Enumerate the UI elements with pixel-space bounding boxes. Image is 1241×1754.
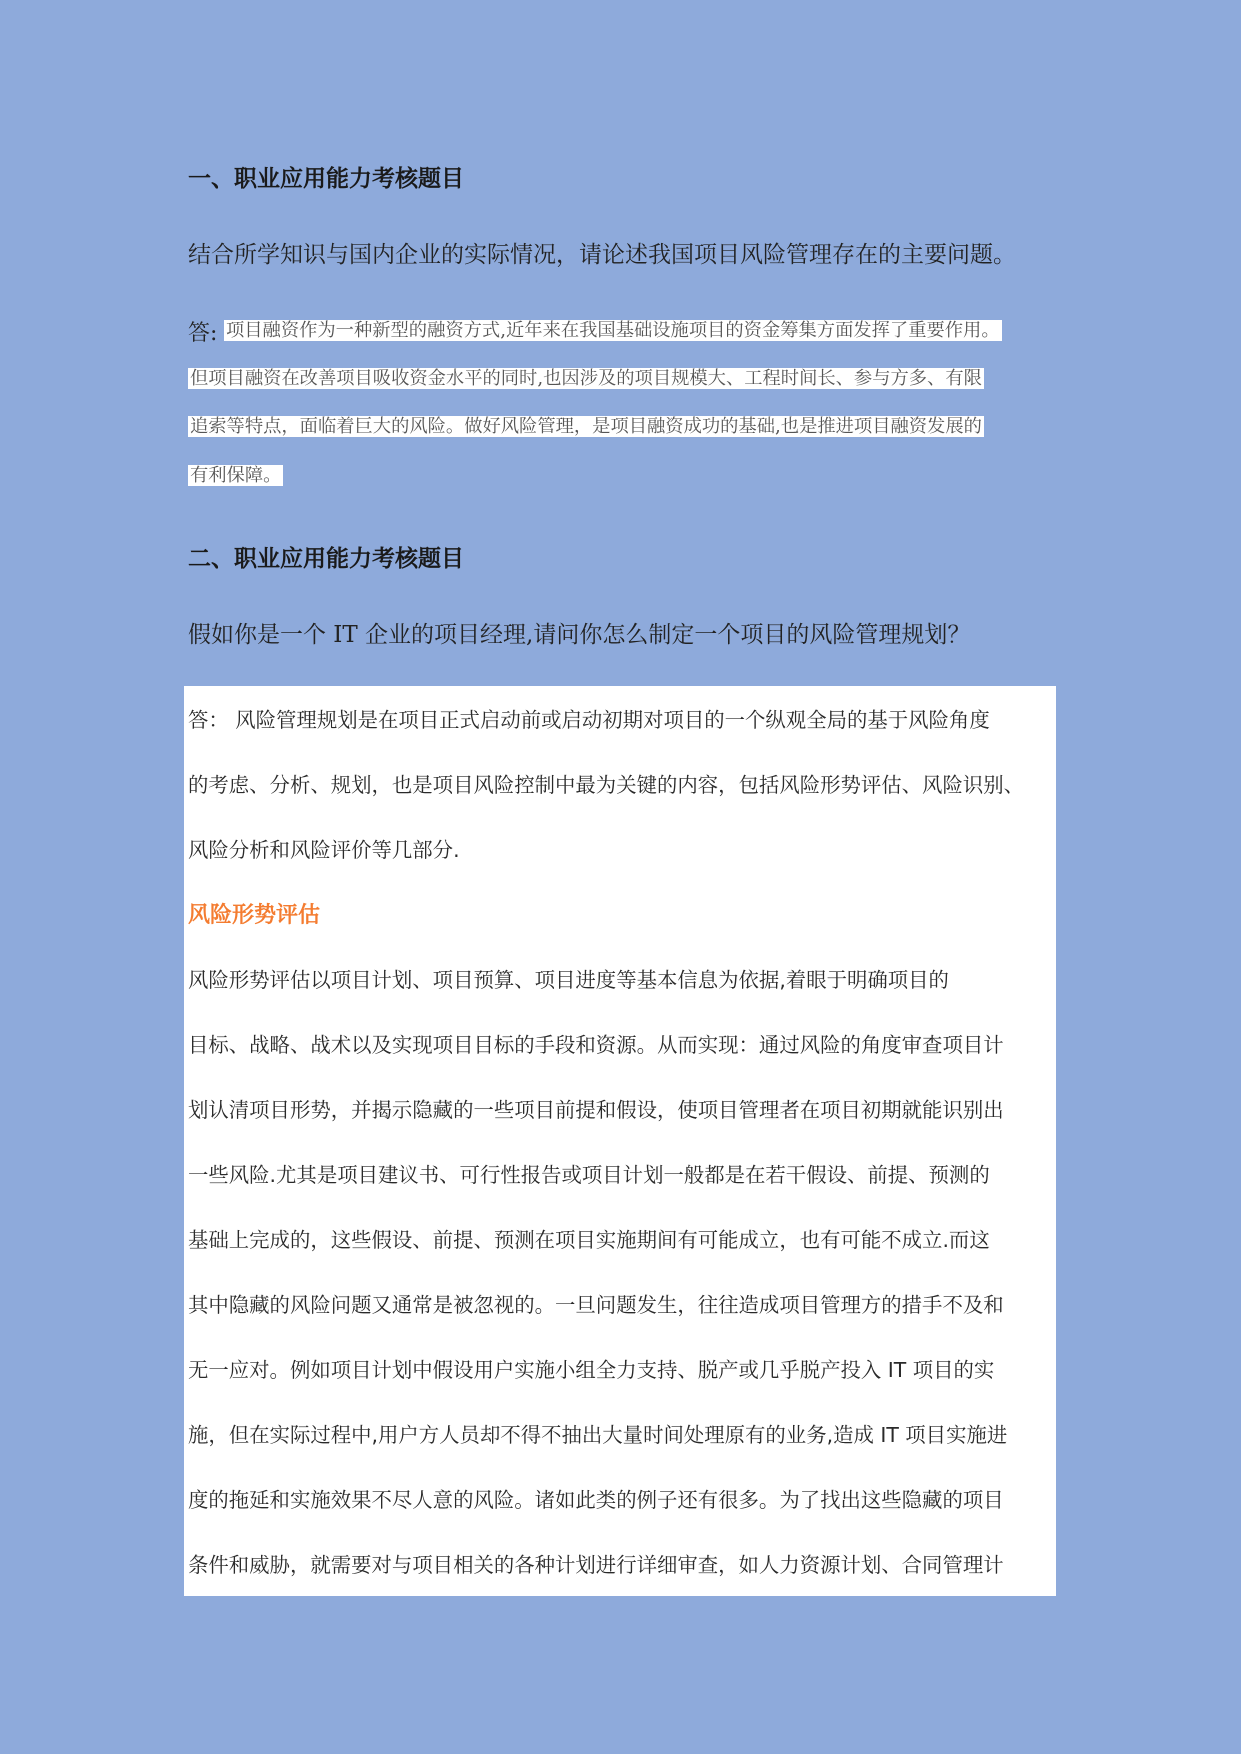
risk-assessment-subheading: 风险形势评估	[188, 903, 321, 928]
body-line: 风险形势评估以项目计划、项目预算、项目进度等基本信息为依据,着眼于明确项目的	[188, 968, 949, 992]
body-line: 划认清项目形势，并揭示隐藏的一些项目前提和假设，使项目管理者在项目初期就能识别出	[188, 1098, 1004, 1122]
body-line: 无一应对。例如项目计划中假设用户实施小组全力支持、脱产或几乎脱产投入 IT 项目的实	[188, 1358, 995, 1382]
body-line: 条件和威胁，就需要对与项目相关的各种计划进行详细审查，如人力资源计划、合同管理计	[188, 1553, 1004, 1577]
section1-answer-line: 但项目融资在改善项目吸收资金水平的同时,也因涉及的项目规模大、工程时间长、参与方多、有限	[190, 368, 982, 389]
section1-heading: 一、职业应用能力考核题目	[188, 166, 464, 192]
answer-intro-line: 的考虑、分析、规划，也是项目风险控制中最为关键的内容，包括风险形势评估、风险识别、	[188, 773, 1025, 797]
section1-answer-line: 追索等特点，面临着巨大的风险。做好风险管理，是项目融资成功的基础,也是推进项目融资发展的	[190, 416, 982, 437]
body-line: 度的拖延和实施效果不尽人意的风险。诸如此类的例子还有很多。为了找出这些隐藏的项目	[188, 1488, 1004, 1512]
section1-answer-label: 答:	[188, 321, 218, 346]
section1-answer-line: 有利保障。	[190, 465, 282, 486]
section1-question: 结合所学知识与国内企业的实际情况，请论述我国项目风险管理存在的主要问题。	[188, 242, 1016, 268]
answer-intro-line: 答： 风险管理规划是在项目正式启动前或启动初期对项目的一个纵观全局的基于风险角度	[188, 708, 990, 732]
section1-answer-line: 项目融资作为一种新型的融资方式,近年来在我国基础设施项目的资金筹集方面发挥了重要作用。	[226, 320, 1000, 341]
body-line: 一些风险.尤其是项目建议书、可行性报告或项目计划一般都是在若干假设、前提、预测的	[188, 1163, 990, 1187]
body-line: 其中隐藏的风险问题又通常是被忽视的。一旦问题发生，往往造成项目管理方的措手不及和	[188, 1293, 1004, 1317]
body-line: 目标、战略、战术以及实现项目目标的手段和资源。从而实现：通过风险的角度审查项目计	[188, 1033, 1004, 1057]
section2-heading: 二、职业应用能力考核题目	[188, 546, 464, 572]
section2-question: 假如你是一个 IT 企业的项目经理,请问你怎么制定一个项目的风险管理规划？	[188, 622, 971, 648]
body-line: 基础上完成的，这些假设、前提、预测在项目实施期间有可能成立，也有可能不成立.而这	[188, 1228, 990, 1252]
body-line: 施，但在实际过程中,用户方人员却不得不抽出大量时间处理原有的业务,造成 IT 项目实施进	[188, 1423, 1008, 1447]
answer-intro-line: 风险分析和风险评价等几部分.	[188, 838, 460, 862]
section2-answer-box	[184, 686, 1056, 1596]
